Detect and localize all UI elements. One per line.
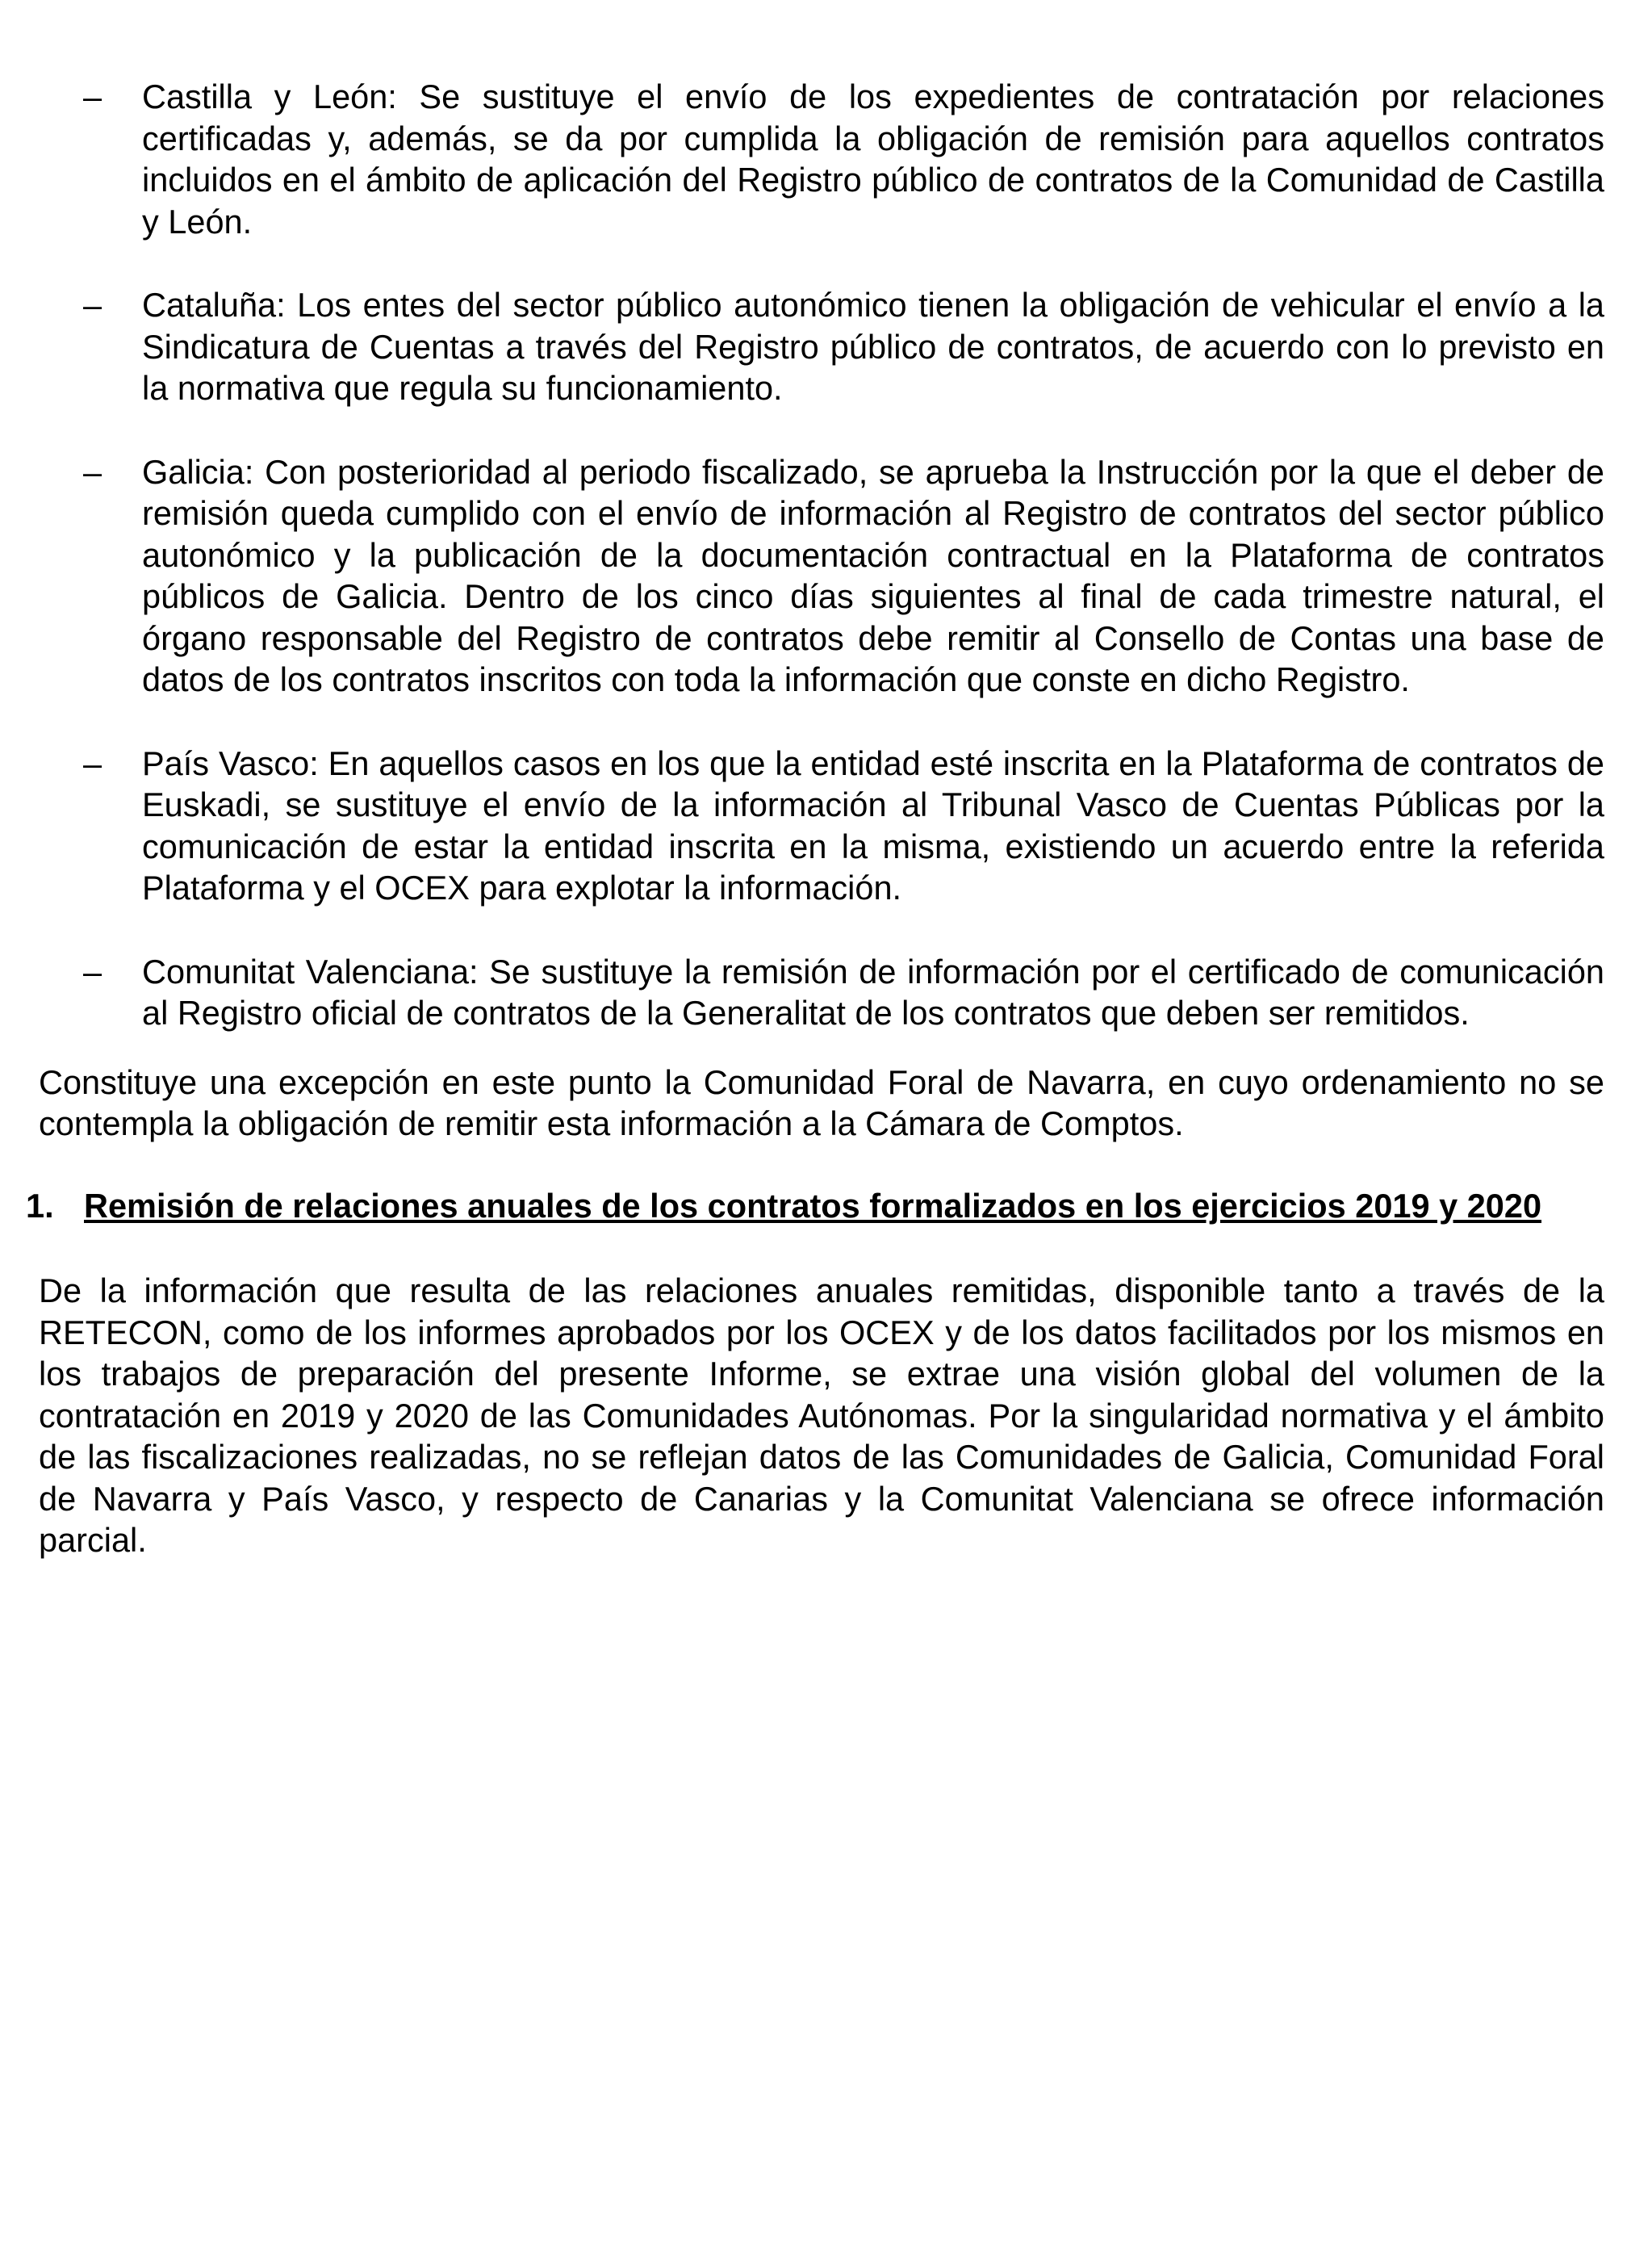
bullet-dash: –	[83, 286, 102, 324]
section-paragraph: De la información que resulta de las relaciones anuales remitidas, disponible tanto a través de la RETECON, como de los informes aprobados por los OCEX y de los datos facilitados por los mismos en los trabajos de preparación del presente Informe, se extrae una visión global del volumen de la contratación en 2019 y 2020 de las Comunidades Autónomas. Por la singularidad normativa y el ámbito de las fiscalizaciones realizadas, no se reflejan datos de las Comunidades de Galicia, Comunidad Foral de Navarra y País Vasco, y respecto de Canarias y la Comunitat Valenciana se ofrece información parcial.	[39, 1271, 1604, 1559]
bullet-item-castilla-leon	[39, 76, 1604, 242]
bullet-dash: –	[83, 452, 102, 491]
section-number: 1.	[26, 1186, 54, 1225]
bullet-text: País Vasco: En aquellos casos en los que la entidad esté inscrita en la Plataforma de contratos de Euskadi, se sustituye el envío de la información al Tribunal Vasco de Cuentas Públicas por la comunicación de estar la entidad inscrita en la misma, existiendo un acuerdo entre la referida Plataforma y el OCEX para explotar la información.	[142, 744, 1604, 907]
bullet-dash: –	[83, 744, 102, 782]
bullet-item-comunitat-valenciana	[39, 951, 1604, 1034]
bullet-text: Castilla y León: Se sustituye el envío de los expedientes de contratación por relaciones certificadas y, además, se da por cumplida la obligación de remisión para aquellos contratos incluidos en el ámbito de aplicación del Registro público de contratos de la Comunidad de Castilla y León.	[142, 77, 1604, 241]
document-page	[26, 76, 1604, 1602]
bullet-text: Cataluña: Los entes del sector público autonómico tienen la obligación de vehicular el envío a la Sindicatura de Cuentas a través del Registro público de contratos, de acuerdo con lo previsto en la normativa que regula su funcionamiento.	[142, 286, 1604, 407]
bullet-item-cataluna	[39, 284, 1604, 409]
bullet-item-pais-vasco	[39, 743, 1604, 909]
bullet-text: Galicia: Con posterioridad al periodo fiscalizado, se aprueba la Instrucción por la que el deber de remisión queda cumplido con el envío de información al Registro de contratos del sector público autonómico y la publicación de la documentación contractual en la Plataforma de contratos públicos de Galicia. Dentro de los cinco días siguientes al final de cada trimestre natural, el órgano responsable del Registro de contratos debe remitir al Consello de Contas una base de datos de los contratos inscritos con toda la información que conste en dicho Registro.	[142, 452, 1604, 698]
bullet-text: Comunitat Valenciana: Se sustituye la remisión de información por el certificado de comunicación al Registro oficial de contratos de la Generalitat de los contratos que deben ser remitidos.	[142, 952, 1604, 1032]
exception-paragraph: Constituye una excepción en este punto la Comunidad Foral de Navarra, en cuyo ordenamiento no se contempla la obligación de remitir esta información a la Cámara de Comptos.	[39, 1062, 1604, 1142]
section-title: Remisión de relaciones anuales de los contratos formalizados en los ejercicios 2019 y 2020	[84, 1186, 1542, 1225]
bullet-item-galicia	[39, 451, 1604, 701]
bullet-dash: –	[83, 77, 102, 115]
section-heading	[26, 1185, 1604, 1227]
bullet-dash: –	[83, 952, 102, 991]
